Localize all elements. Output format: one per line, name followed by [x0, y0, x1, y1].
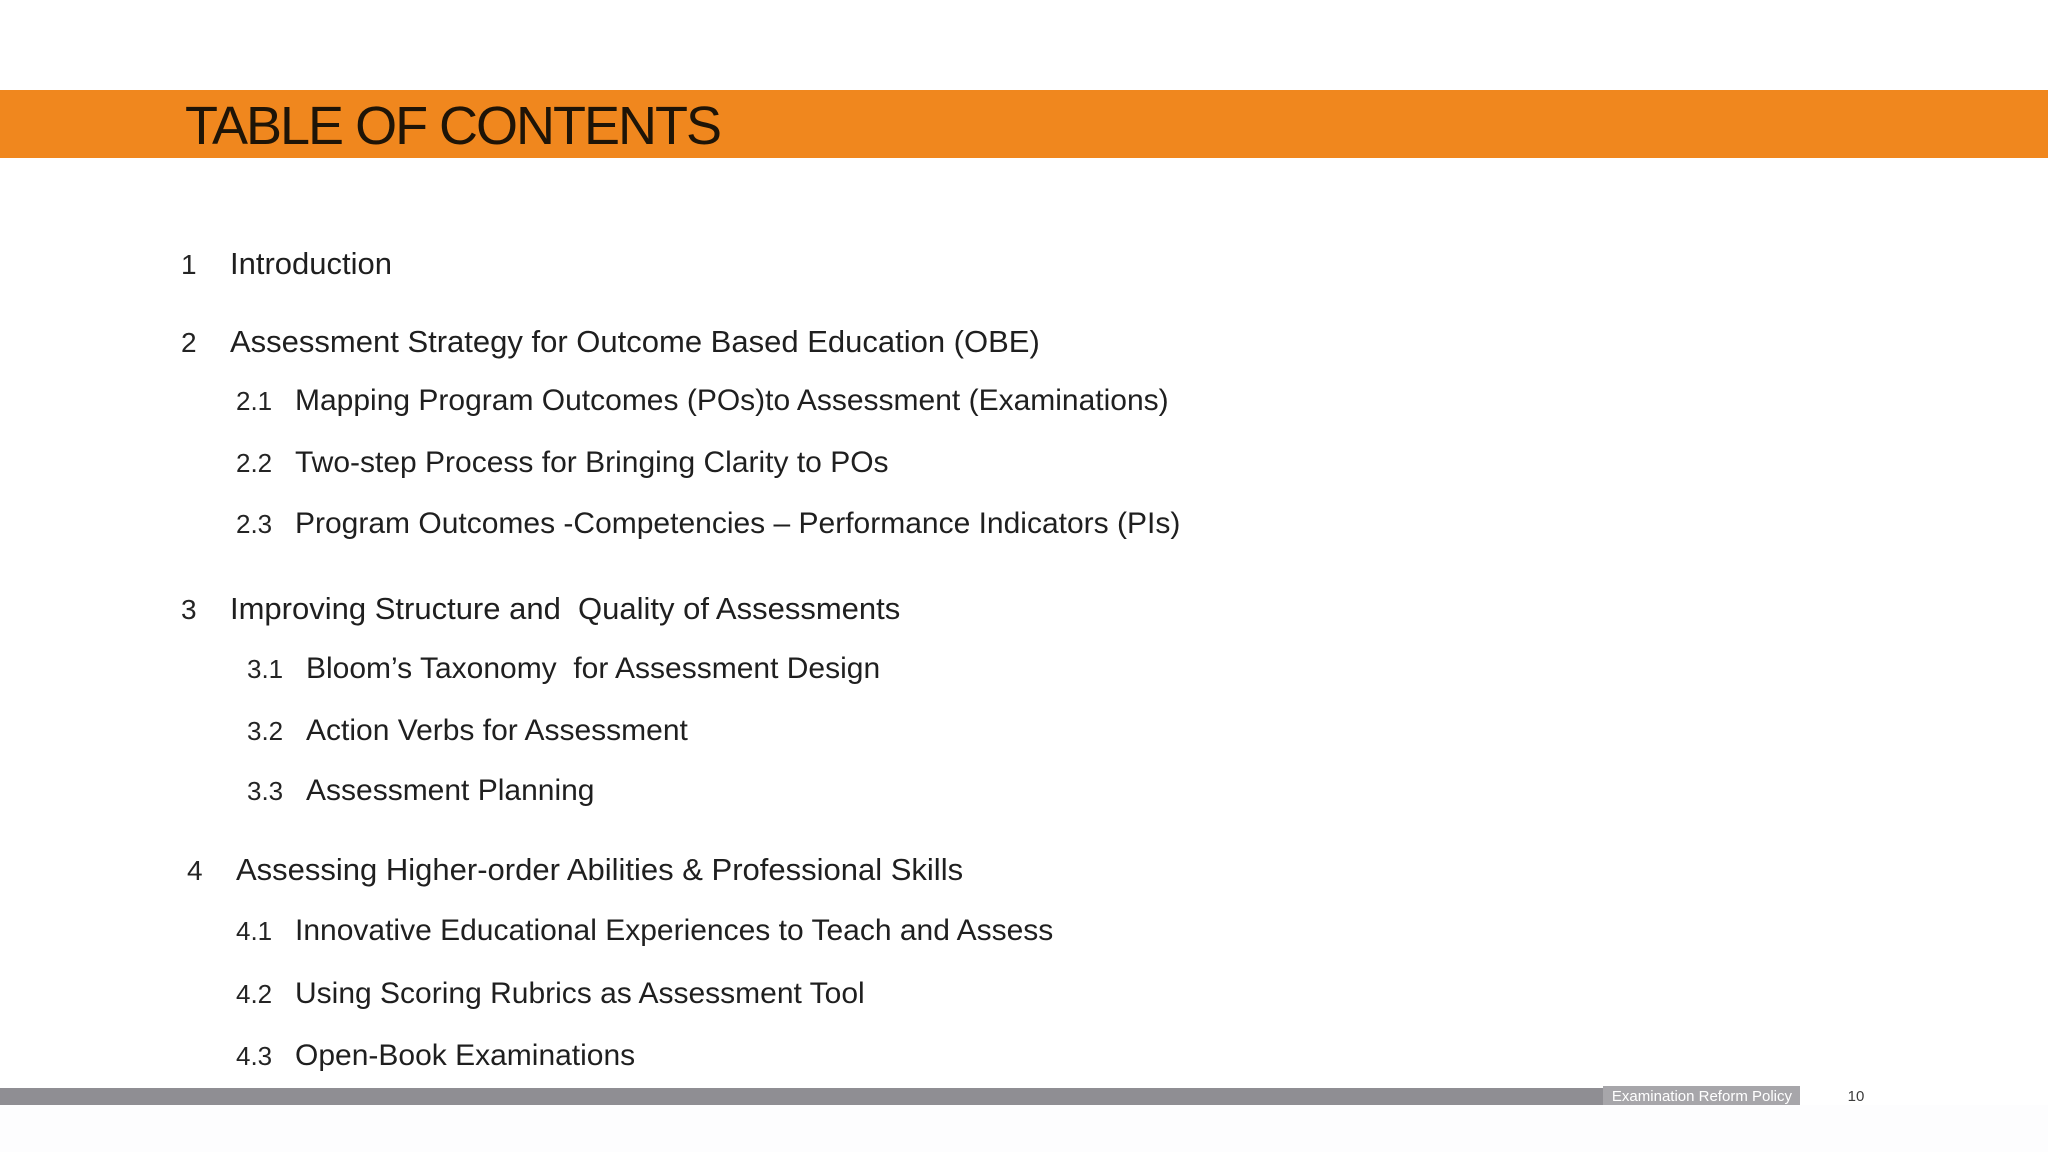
toc-item-number: 3.3	[247, 776, 284, 806]
footer-label: Examination Reform Policy	[1611, 1088, 1792, 1105]
toc-item-number: 4.3	[236, 1041, 273, 1071]
footer-bar	[0, 1088, 1800, 1105]
toc-item-3.1	[247, 652, 880, 686]
toc-item-number: 4	[187, 855, 203, 886]
toc-item-1	[181, 246, 392, 282]
toc-item-number: 2.3	[236, 509, 273, 539]
toc-item-label: Open-Book Examinations	[295, 1039, 636, 1072]
toc-item-label: Using Scoring Rubrics as Assessment Tool	[295, 977, 865, 1010]
toc-item-label: Assessing Higher-order Abilities & Professional Skills	[236, 852, 964, 887]
footer-label-box	[1603, 1086, 1800, 1107]
toc-item-label: Introduction	[230, 246, 392, 281]
toc-item-2.3	[236, 507, 1180, 541]
toc-item-label: Assessment Strategy for Outcome Based Education (OBE)	[230, 324, 1040, 359]
toc-item-number: 3	[181, 594, 197, 625]
page-number: 10	[1847, 1088, 1865, 1105]
toc-item-number: 3.1	[247, 654, 284, 684]
toc-item-2.1	[236, 384, 1169, 418]
toc-item-2	[181, 324, 1040, 360]
toc-item-label: Innovative Educational Experiences to Teach and Assess	[295, 914, 1054, 947]
toc-item-3.2	[247, 714, 688, 748]
toc-item-4.1	[236, 914, 1053, 948]
slide-title: TABLE OF CONTENTS	[185, 96, 721, 156]
toc-item-number: 3.2	[247, 716, 284, 746]
toc-item-label: Bloom’s Taxonomy for Assessment Design	[306, 652, 881, 685]
toc-item-label: Improving Structure and Quality of Assessments	[230, 591, 901, 626]
toc-item-4.2	[236, 977, 865, 1011]
toc-item-4	[187, 852, 963, 888]
toc-item-number: 1	[181, 249, 197, 280]
toc-item-number: 4.2	[236, 979, 273, 1009]
toc-item-3	[181, 591, 900, 627]
toc-item-4.3	[236, 1039, 635, 1073]
toc-item-2.2	[236, 446, 889, 480]
toc-item-number: 2	[181, 327, 197, 358]
toc-item-number: 2.1	[236, 386, 273, 416]
toc-item-label: Program Outcomes -Competencies – Performance Indicators (PIs)	[295, 507, 1181, 540]
toc-item-label: Two-step Process for Bringing Clarity to POs	[295, 446, 889, 479]
toc-item-number: 4.1	[236, 916, 273, 946]
toc-item-label: Mapping Program Outcomes (POs)to Assessment (Examinations)	[295, 384, 1169, 417]
toc-item-label: Action Verbs for Assessment	[306, 714, 688, 747]
toc-item-label: Assessment Planning	[306, 774, 595, 807]
toc-item-number: 2.2	[236, 448, 273, 478]
bottom-margin-area	[0, 1105, 2048, 1152]
toc-item-3.3	[247, 774, 595, 808]
